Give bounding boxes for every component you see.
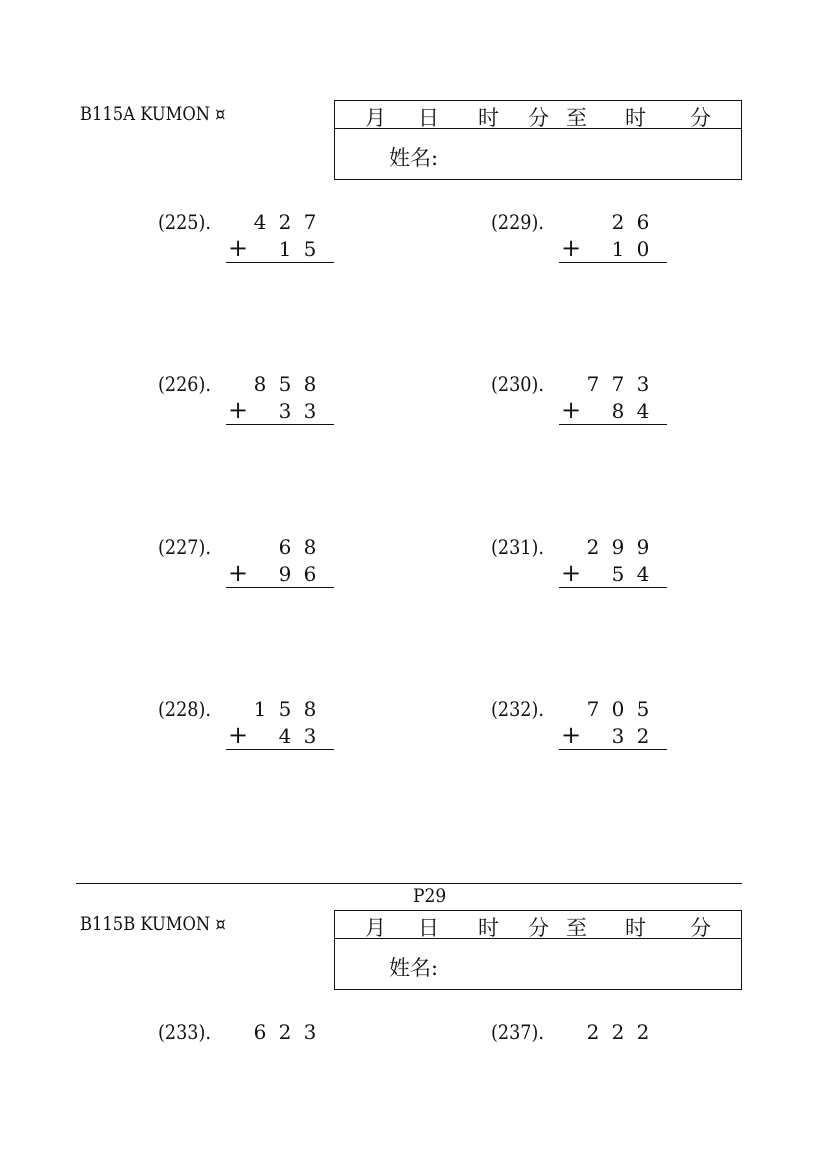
digit: 8 [253,372,267,396]
answer-line [559,749,667,750]
digit: 7 [611,372,625,396]
page-divider [76,883,742,884]
digit: 8 [303,535,317,559]
time-row [335,911,741,939]
problem-number: (229). [491,210,544,234]
digit: 2 [586,535,600,559]
to-label: 至 [566,106,587,130]
top-number [250,210,330,234]
bottom-number [583,561,663,585]
plus-sign-icon: + [561,396,582,424]
addition-problem [158,210,334,270]
addition-problem [491,210,667,270]
minute-label-end: 分 [690,106,711,130]
digit: 5 [303,237,317,261]
plus-sign-icon: + [561,234,582,262]
digit: 9 [278,562,292,586]
digit: 6 [636,210,650,234]
bottom-number [250,723,330,747]
top-number [250,1020,330,1044]
name-label: 姓名: [389,956,439,980]
problem-number: (230). [491,372,544,396]
addition-problem [491,535,667,595]
digit: 0 [611,697,625,721]
problem-number: (231). [491,535,544,559]
month-label: 月 [365,106,386,130]
to-label: 至 [566,916,587,940]
problem-number: (237). [491,1020,544,1044]
plus-sign-icon: + [228,396,249,424]
bottom-number [583,723,663,747]
digit: 7 [586,697,600,721]
plus-sign-icon: + [561,721,582,749]
digit: 6 [253,1020,267,1044]
name-label: 姓名: [389,146,439,170]
digit: 3 [278,399,292,423]
answer-line [559,424,667,425]
time-row [335,101,741,129]
answer-line [559,587,667,588]
top-number [250,697,330,721]
problem-number: (227). [158,535,211,559]
plus-sign-icon: + [228,559,249,587]
digit: 4 [253,210,267,234]
answer-line [226,749,334,750]
digit: 9 [611,535,625,559]
addition-problem [158,535,334,595]
hour-label-end: 时 [625,106,646,130]
digit: 0 [636,237,650,261]
digit: 2 [586,1020,600,1044]
answer-line [226,587,334,588]
top-number [583,535,663,559]
top-number [250,372,330,396]
month-label: 月 [365,916,386,940]
day-label: 日 [418,106,439,130]
digit: 1 [611,237,625,261]
problem-number: (225). [158,210,211,234]
plus-sign-icon: + [228,234,249,262]
worksheet-code-text: B115A KUMON [80,103,211,125]
minute-label: 分 [528,916,549,940]
digit: 1 [278,237,292,261]
bottom-number [250,236,330,260]
addition-problem [158,372,334,432]
digit: 3 [611,724,625,748]
digit: 7 [303,210,317,234]
digit: 3 [303,724,317,748]
digit: 8 [611,399,625,423]
plus-sign-icon: + [561,559,582,587]
addition-problem [491,697,667,757]
digit: 4 [636,399,650,423]
hour-label: 时 [478,916,499,940]
worksheet-b [0,900,827,1170]
top-number [583,372,663,396]
digit: 2 [636,1020,650,1044]
minute-label: 分 [528,106,549,130]
hour-label-end: 时 [625,916,646,940]
minute-label-end: 分 [690,916,711,940]
time-name-box [334,910,742,990]
digit: 4 [278,724,292,748]
top-number [583,210,663,234]
digit: 3 [636,372,650,396]
digit: 2 [278,1020,292,1044]
worksheet-code-text: B115B KUMON [80,913,211,935]
digit: 3 [303,1020,317,1044]
time-name-box [334,100,742,180]
addition-problem [158,697,334,757]
bottom-number [583,398,663,422]
digit: 1 [253,697,267,721]
digit: 5 [278,697,292,721]
digit: 7 [586,372,600,396]
bottom-number [250,561,330,585]
digit: 2 [611,1020,625,1044]
addition-problem [158,1020,334,1080]
digit: 8 [303,697,317,721]
currency-symbol-icon: ¤ [215,913,226,935]
top-number [250,535,330,559]
bottom-number [250,398,330,422]
digit: 6 [303,562,317,586]
digit: 2 [278,210,292,234]
top-number [583,1020,663,1044]
hour-label: 时 [478,106,499,130]
digit: 4 [636,562,650,586]
plus-sign-icon: + [228,721,249,749]
digit: 9 [636,535,650,559]
page-number: P29 [413,885,447,907]
problem-number: (226). [158,372,211,396]
answer-line [559,262,667,263]
digit: 5 [611,562,625,586]
digit: 3 [303,399,317,423]
digit: 8 [303,372,317,396]
day-label: 日 [418,916,439,940]
digit: 2 [636,724,650,748]
digit: 5 [278,372,292,396]
addition-problem [491,372,667,432]
problem-number: (228). [158,697,211,721]
problem-number: (232). [491,697,544,721]
top-number [583,697,663,721]
bottom-number [583,236,663,260]
worksheet-code [80,913,226,935]
name-row [335,128,741,180]
worksheet-code [80,103,226,125]
name-row [335,938,741,990]
addition-problem [491,1020,667,1080]
digit: 5 [636,697,650,721]
answer-line [226,262,334,263]
problem-number: (233). [158,1020,211,1044]
digit: 2 [611,210,625,234]
digit: 6 [278,535,292,559]
answer-line [226,424,334,425]
currency-symbol-icon: ¤ [215,103,226,125]
